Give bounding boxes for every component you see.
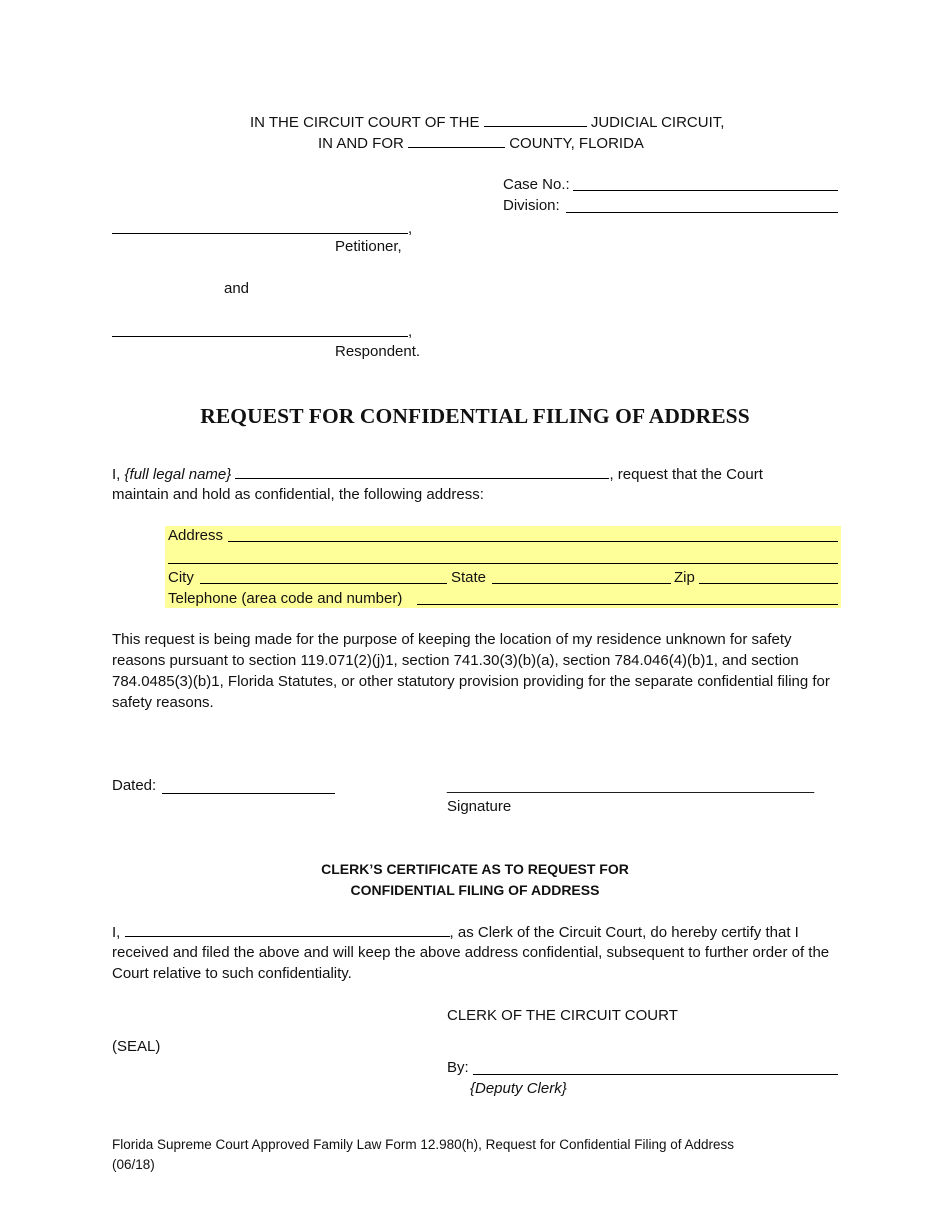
division-label: Division:: [503, 197, 560, 214]
clerk-heading-line1: CLERK’S CERTIFICATE AS TO REQUEST FOR: [321, 861, 629, 877]
zip-label: Zip: [674, 569, 695, 586]
purpose-paragraph: This request is being made for the purpose of keeping the location of my residence unknown for safety reasons pursuant to section 119.071(2)(j)1, section 741.30(3)(b)(a), section 784.046(4)(b)1, and section 784.0485(3)(b)1, Florida Statutes, or other statutory provision providing for the separate confidential filing for safety reasons.: [112, 631, 830, 711]
footer-form-line: Florida Supreme Court Approved Family Law Form 12.980(h), Request for Confidential Filing of Address: [112, 1137, 735, 1152]
circuit-blank[interactable]: [484, 111, 587, 127]
respondent-comma: ,: [408, 323, 413, 340]
dated-label: Dated:: [112, 777, 157, 794]
county-prefix: IN AND FOR: [318, 135, 404, 152]
full-name-field[interactable]: [235, 463, 609, 479]
state-field[interactable]: [492, 583, 671, 584]
clerk-certify-line1: [112, 921, 799, 943]
address-field-line2[interactable]: [168, 563, 838, 564]
request-intro: [112, 463, 763, 485]
respondent-label: Respondent.: [335, 343, 421, 360]
signature-label: Signature: [447, 798, 512, 815]
address-label: Address: [168, 527, 224, 544]
petitioner-name-field[interactable]: [112, 233, 408, 234]
clerk-certify-rest: received and filed the above and will keep the above address confidential, subsequent to further order of the Court relative to such confidentiality.: [112, 944, 830, 982]
zip-field[interactable]: [699, 583, 838, 584]
request-intro-line2: maintain and hold as confidential, the following address:: [112, 486, 484, 503]
division-field[interactable]: [566, 212, 838, 213]
case-no-field[interactable]: [573, 190, 838, 191]
petitioner-comma: ,: [408, 220, 413, 237]
seal-label: (SEAL): [112, 1038, 161, 1055]
county-line: [318, 132, 644, 154]
by-label: By:: [447, 1059, 469, 1076]
clerk-name-field[interactable]: [125, 921, 450, 937]
petitioner-label: Petitioner,: [335, 238, 402, 255]
deputy-clerk-signature-field[interactable]: [473, 1074, 838, 1075]
clerk-heading-line2: CONFIDENTIAL FILING OF ADDRESS: [350, 882, 600, 898]
intro-suffix: , request that the Court: [609, 466, 763, 483]
respondent-name-field[interactable]: [112, 336, 408, 337]
clerk-text-suffix: , as Clerk of the Circuit Court, do hereby certify that I: [449, 924, 799, 941]
county-suffix: COUNTY, FLORIDA: [509, 135, 644, 152]
clerk-title: CLERK OF THE CIRCUIT COURT: [447, 1007, 678, 1024]
full-name-hint: {full legal name}: [124, 466, 232, 483]
circuit-line: [250, 111, 724, 133]
footer-revision: (06/18): [112, 1157, 155, 1172]
page-title: REQUEST FOR CONFIDENTIAL FILING OF ADDRESS: [200, 404, 750, 428]
case-no-label: Case No.:: [503, 176, 570, 193]
signature-line[interactable]: ____________________________________________: [447, 777, 815, 794]
circuit-prefix: IN THE CIRCUIT COURT OF THE: [250, 114, 480, 131]
dated-field[interactable]: [162, 793, 335, 794]
deputy-clerk-label: {Deputy Clerk}: [470, 1080, 567, 1097]
city-field[interactable]: [200, 583, 447, 584]
city-label: City: [168, 569, 194, 586]
circuit-suffix: JUDICIAL CIRCUIT,: [590, 114, 725, 131]
state-label: State: [451, 569, 487, 586]
clerk-text-prefix: I,: [112, 924, 121, 941]
intro-prefix: I,: [112, 466, 121, 483]
telephone-label: Telephone (area code and number): [168, 590, 403, 607]
and-text: and: [224, 280, 250, 297]
address-field[interactable]: [228, 541, 838, 542]
county-blank[interactable]: [408, 132, 505, 148]
telephone-field[interactable]: [417, 604, 838, 605]
